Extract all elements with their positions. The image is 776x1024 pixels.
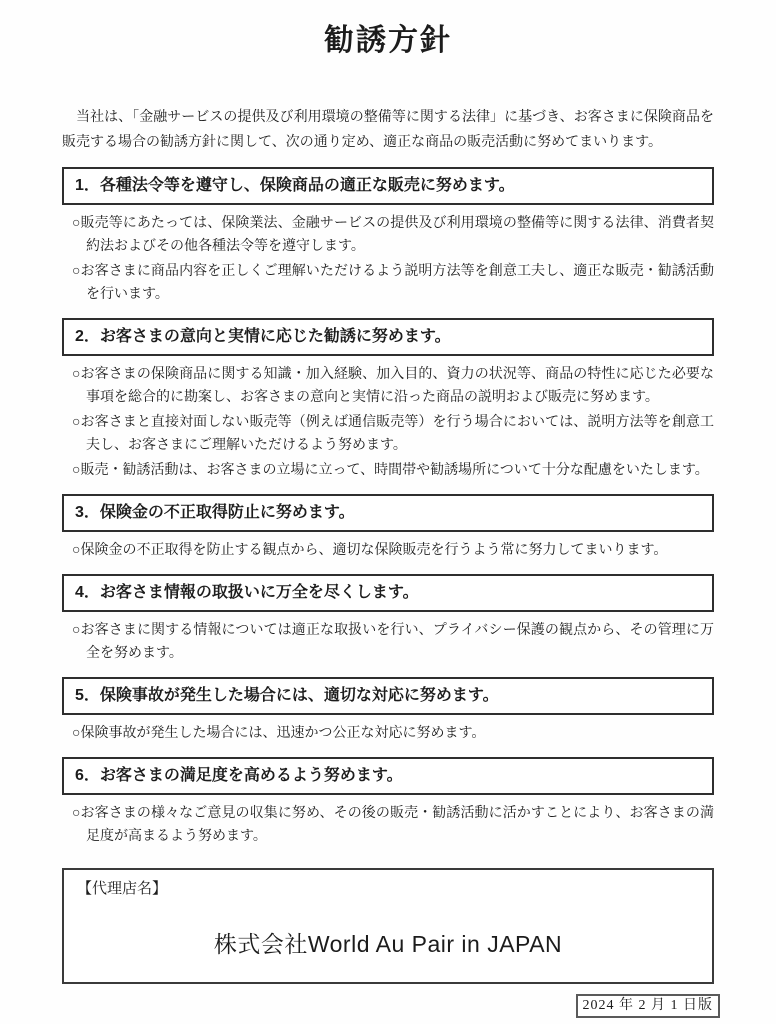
policy-bullet: ○お客さまと直接対面しない販売等（例えば通信販売等）を行う場合においては、説明方法等を創意工夫し、お客さまにご理解いただけるよう努めます。 [72,413,714,452]
policy-section-1 [62,167,714,305]
section-2-heading: 2．お客さまの意向と実情に応じた勧誘に努めます。 [62,318,714,356]
policy-section-3 [62,494,714,561]
policy-section-4 [62,574,714,664]
policy-bullet: ○お客さまに商品内容を正しくご理解いただけるよう説明方法等を創意工夫し、適正な販売・勧誘活動を行います。 [72,262,714,301]
policy-bullet: ○販売等にあたっては、保険業法、金融サービスの提供及び利用環境の整備等に関する法律、消費者契約法およびその他各種法令等を遵守します。 [72,214,714,253]
section-1-bullets [62,211,714,305]
intro-paragraph: 当社は、「金融サービスの提供及び利用環境の整備等に関する法律」に基づき、お客さまに保険商品を販売する場合の勧誘方針に関して、次の通り定め、適正な商品の販売活動に努めてまいります。 [62,108,714,149]
version-date-stamp: 2024 年 2 月 1 日版 [576,994,721,1018]
section-5-bullets [62,721,714,744]
policy-section-2 [62,318,714,481]
policy-bullet: ○お客さまに関する情報については適正な取扱いを行い、プライバシー保護の観点から、その管理に万全を努めます。 [72,621,714,660]
policy-section-5 [62,677,714,744]
section-6-heading: 6．お客さまの満足度を高めるよう努めます。 [62,757,714,795]
policy-bullet: ○お客さまの保険商品に関する知識・加入経験、加入目的、資力の状況等、商品の特性に応じた必要な事項を総合的に勘案し、お客さまの意向と実情に沿った商品の説明および販売に努めます。 [72,365,714,404]
section-2-bullets [62,362,714,481]
agency-name: 株式会社World Au Pair in JAPAN [213,931,563,957]
policy-bullet: ○お客さまの様々なご意見の収集に努め、その後の販売・勧誘活動に活かすことにより、お客さまの満足度が高まるよう努めます。 [72,804,714,843]
agency-label: 【代理店名】 [77,880,168,897]
policy-bullet: ○保険金の不正取得を防止する観点から、適切な保険販売を行うよう常に努力してまいります。 [72,541,668,557]
policy-bullet: ○販売・勧誘活動は、お客さまの立場に立って、時間帯や勧誘場所について十分な配慮をいたします。 [72,461,709,477]
page-title: 勧誘方針 [324,24,452,57]
agency-name-box [62,868,714,984]
policy-section-6 [62,757,714,847]
section-5-heading: 5．保険事故が発生した場合には、適切な対応に努めます。 [62,677,714,715]
section-6-bullets [62,801,714,847]
section-3-bullets [62,538,714,561]
section-3-heading: 3．保険金の不正取得防止に努めます。 [62,494,714,532]
section-4-bullets [62,618,714,664]
section-1-heading: 1．各種法令等を遵守し、保険商品の適正な販売に努めます。 [62,167,714,205]
section-4-heading: 4．お客さま情報の取扱いに万全を尽くします。 [62,574,714,612]
policy-bullet: ○保険事故が発生した場合には、迅速かつ公正な対応に努めます。 [72,724,486,740]
